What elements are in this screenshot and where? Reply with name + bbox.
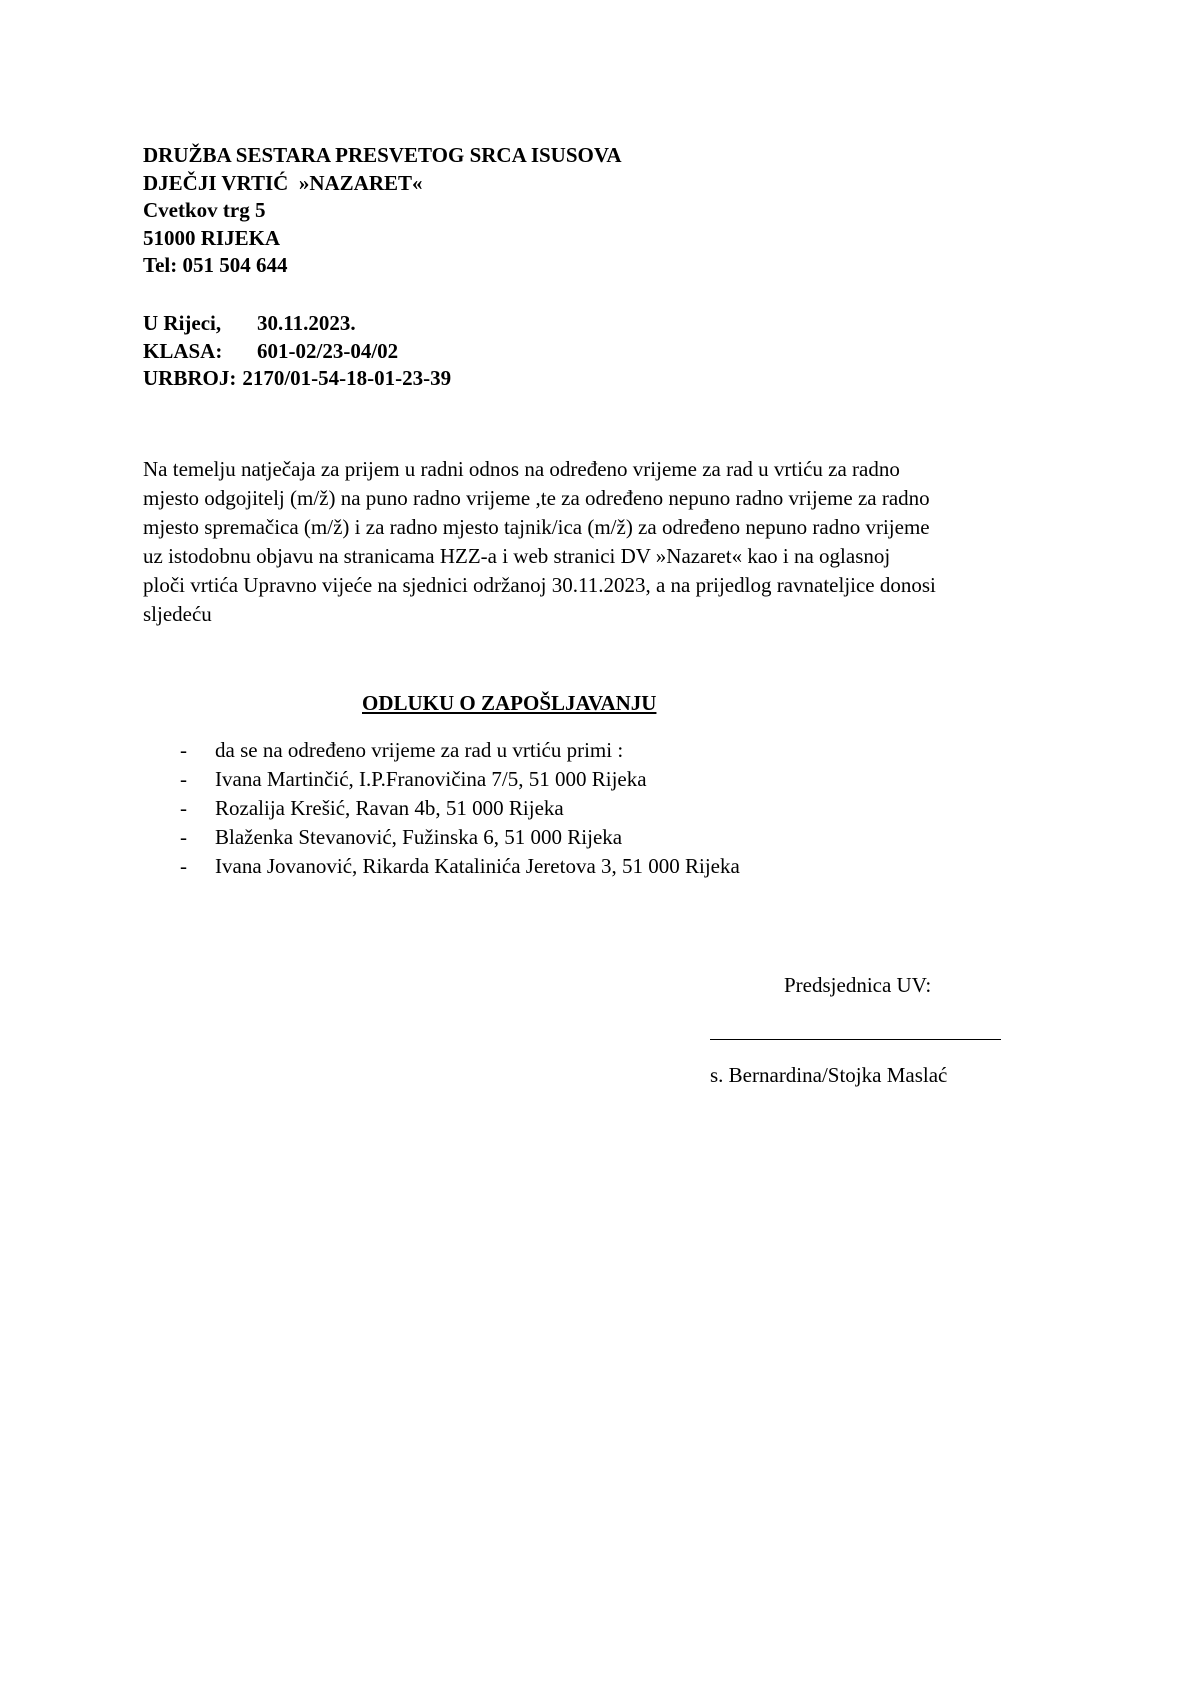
letterhead bbox=[143, 142, 1043, 280]
dash-bullet: - bbox=[180, 738, 187, 762]
preamble-line: ploči vrtića Upravno vijeće na sjednici održanoj 30.11.2023, a na prijedlog ravnateljice donosi bbox=[143, 573, 936, 597]
urbroj-value: 2170/01-54-18-01-23-39 bbox=[242, 366, 452, 390]
signatory-name: s. Bernardina/Stojka Maslać bbox=[710, 1063, 948, 1087]
preamble-line: mjesto odgojitelj (m/ž) na puno radno vrijeme ,te za određeno nepuno radno vrijeme za radno bbox=[143, 486, 930, 510]
address-city: 51000 RIJEKA bbox=[143, 225, 281, 250]
preamble-line: sljedeću bbox=[143, 602, 212, 626]
preamble-line: mjesto spremačica (m/ž) i za radno mjesto tajnik/ica (m/ž) za određeno nepuno radno vrijeme bbox=[143, 515, 930, 539]
list-item-text: Rozalija Krešić, Ravan 4b, 51 000 Rijeka bbox=[215, 796, 564, 820]
klasa-row bbox=[143, 338, 1043, 366]
list-item bbox=[180, 736, 1080, 765]
document-date: 30.11.2023. bbox=[257, 311, 356, 335]
decision-title: ODLUKU O ZAPOŠLJAVANJU bbox=[362, 691, 657, 715]
address-street: Cvetkov trg 5 bbox=[143, 198, 266, 222]
urbroj-row bbox=[143, 365, 1043, 393]
document-meta bbox=[143, 310, 1043, 393]
preamble-line: uz istodobnu objavu na stranicama HZZ-a i web stranici DV »Nazaret« kao i na oglasnoj bbox=[143, 544, 891, 568]
list-item-text: Ivana Jovanović, Rikarda Katalinića Jeretova 3, 51 000 Rijeka bbox=[215, 854, 740, 878]
list-item bbox=[180, 823, 1080, 852]
list-item bbox=[180, 852, 1080, 881]
decision-list bbox=[180, 736, 1080, 881]
signature-title: Predsjednica UV: bbox=[784, 973, 932, 997]
place-label: U Rijeci, bbox=[143, 311, 222, 335]
kindergarten-name: DJEČJI VRTIĆ »NAZARET« bbox=[143, 170, 423, 195]
dash-bullet: - bbox=[180, 796, 187, 820]
urbroj-label: URBROJ: bbox=[143, 366, 237, 390]
list-item-text: Blaženka Stevanović, Fužinska 6, 51 000 Rijeka bbox=[215, 825, 623, 849]
dash-bullet: - bbox=[180, 767, 187, 791]
preamble-line: Na temelju natječaja za prijem u radni odnos na određeno vrijeme za rad u vrtiću za radno bbox=[143, 457, 900, 481]
place-date-row bbox=[143, 310, 1043, 338]
preamble-paragraph bbox=[143, 455, 1073, 629]
klasa-label: KLASA: bbox=[143, 338, 223, 363]
signature-line bbox=[710, 1039, 1001, 1040]
list-item bbox=[180, 765, 1080, 794]
institution-name: DRUŽBA SESTARA PRESVETOG SRCA ISUSOVA bbox=[143, 143, 622, 167]
phone-number: Tel: 051 504 644 bbox=[143, 253, 288, 277]
dash-bullet: - bbox=[180, 854, 187, 878]
list-item bbox=[180, 794, 1080, 823]
list-item-text: da se na određeno vrijeme za rad u vrtiću primi : bbox=[215, 738, 624, 762]
list-item-text: Ivana Martinčić, I.P.Franovičina 7/5, 51 000 Rijeka bbox=[215, 767, 647, 791]
dash-bullet: - bbox=[180, 825, 187, 849]
klasa-value: 601-02/23-04/02 bbox=[257, 338, 399, 363]
